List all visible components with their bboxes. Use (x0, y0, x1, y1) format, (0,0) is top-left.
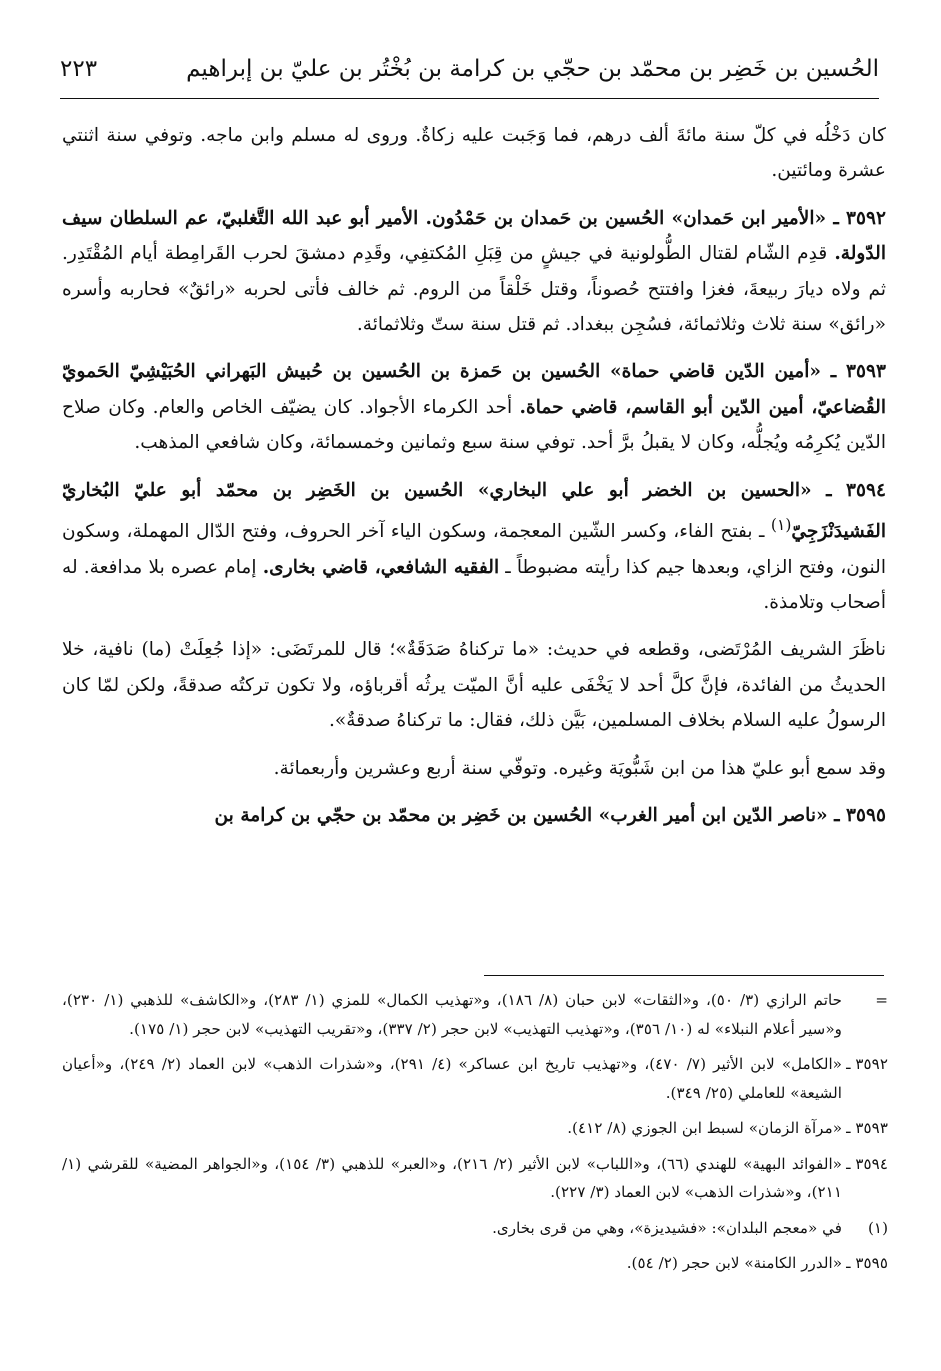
footnote-reference: (١) (770, 516, 792, 535)
footnote-text: «الدرر الكامنة» لابن حجر (٢/ ٥٤). (626, 1254, 842, 1272)
paragraph-continuation: كان دَخْلُه في كلّ سنة مائةَ ألف درهم، فما وَجَبت عليه زكاةٌ. وروى له مسلم وابن ماجه. وتوفي سنة اثنتي عشرة ومائتين. (62, 125, 886, 182)
footnote (62, 1249, 888, 1278)
entry-3594-heading: ٣٥٩٤ ـ «الحسين بن الخضر أبو علي البخاري» الحُسين بن الخَضِر بن محمّد أبو عليّ البُخاريّ الفَشيدَنْزَجِيّ (62, 479, 886, 543)
footnote-text: «الكامل» لابن الأثير (٧/ ٤٧٠)، و«تهذيب تاريخ ابن عساكر» (٤/ ٢٩١)، و«شذرات الذهب» لابن العماد (٢/ ٢٤٩)، و«أعيان الشيعة» للعاملي (٢٥/ ٣٤٩). (62, 1055, 842, 1102)
paragraph-debate: ناظَرَ الشريف المُرْتَضى، وقطعه في حديث: «ما تركناهُ صَدَقَةٌ»؛ قال للمرتَضَى: «إذا جُعِلَتْ (ما) نافية، خلا الحديثُ من الفائدة، فإنَّ كلَّ أحد لا يَخْفَى عليه أنَّ الميّت يرثُه أقرباؤه، ولا تكون تركتُه صدقةً، ولكن لمّا كان الرسولُ عليه السلام بخلاف المسلمين، بَيَّن ذلك، فقال: ما تركناهُ صدقةٌ». (62, 639, 886, 732)
entry-3592-text: قدِم الشّام لقتال الطُّولونية في جيشٍ من قِبَلِ المُكتفِي، وقَدِم دمشقَ لحرب القَرامِطة أيام المُقْتَدِر. ثم ولاه ديارَ ربيعةَ، فغزا وافتتح حُصوناً، وقتل خَلْقاً من الروم. ثم خالف فأتى لحربه «رائقٌ» فحاربه وأسره «رائق» سنة ثلاث وثلاثمائة، فسُجِن ببغداد. ثم قتل سنة ستّ وثلاثمائة. (62, 243, 886, 336)
paragraph-hearing: وقد سمع أبو عليّ هذا من ابن شَبُّويَة وغيره. وتوفّي سنة أربع وعشرين وأربعمائة. (273, 757, 886, 779)
entry-3594-text: ـ بفتح الفاء، وكسر الشّين المعجمة، وسكون الياء آخر الحروف، وفتح الدّال المهملة، وسكون النون، وفتح الزاي، وبعدها جيم كذا رأيته مضبوطاً ـ (62, 521, 886, 578)
footnote (62, 986, 888, 1043)
main-text (62, 118, 886, 846)
entry-3595-heading: ٣٥٩٥ ـ «ناصر الدّين ابن أمير الغرب» الحُسين بن خَضِر بن محمّد بن حجّي بن كرامة بن (214, 805, 886, 827)
page-number: ٢٢٣ (60, 56, 98, 82)
entry-3593-heading: ٣٥٩٣ ـ «أمين الدّين قاضي حماة» الحُسين بن حَمزة بن الحُسين بن حُبيش البَهراني الحُبَيْشِيّ الحَمويّ القُضاعيّ، أمين الدّين أبو القاسم، قاضي حماة. (62, 361, 886, 418)
footnote-marker: (١) (867, 1218, 888, 1237)
entry-3593 (62, 354, 886, 460)
entry-3592 (62, 201, 886, 343)
footnote-marker: ٣٥٩٤ ـ (846, 1154, 888, 1173)
footnote (62, 1050, 888, 1107)
footnote-text: حاتم الرازي (٣/ ٥٠)، و«الثقات» لابن حبان (٨/ ١٨٦)، و«تهذيب الكمال» للمزي (١/ ٢٨٣)، و«الكاشف» للذهبي (١/ ٢٣٠)، و«سير أعلام النبلاء» له (١٠/ ٣٥٦)، و«تهذيب التهذيب» لابن حجر (٢/ ٣٣٧)، و«تقريب التهذيب» لابن حجر (١/ ١٧٥). (62, 991, 843, 1038)
footnote-marker: = (875, 991, 888, 1009)
entry-3595 (62, 798, 886, 833)
running-header (60, 50, 879, 99)
footnote (62, 1150, 888, 1207)
footnote-marker: ٣٥٩٥ ـ (846, 1254, 888, 1272)
entry-3594-title: الفقيه الشافعي، قاضي بخارى. (262, 556, 500, 578)
header-title: الحُسين بن خَضِر بن محمّد بن حجّي بن كرامة بن بُخْتُر بن عليّ بن إبراهيم (186, 56, 879, 82)
footnote-text: «مرآة الزمان» لسبط ابن الجوزي (٨/ ٤١٢). (567, 1119, 842, 1137)
entry-3594 (62, 473, 886, 621)
footnote (62, 1114, 888, 1143)
entry-3594-text-end: إمام عصره بلا مدافعة. له أصحاب وتلامذة. (62, 556, 886, 614)
footnote-divider (484, 975, 884, 976)
footnote (62, 1214, 888, 1243)
footnote-marker: ٣٥٩٣ ـ (846, 1119, 888, 1137)
footnotes (62, 986, 888, 1285)
entry-3592-heading: ٣٥٩٢ ـ «الأمير ابن حَمدان» الحُسين بن حَمدان بن حَمْدُون. الأمير أبو عبد الله التَّغلبيّ، عم السلطان سيف الدّولة. (62, 207, 886, 265)
footnote-text: «الفوائد البهية» للهندي (٦٦)، و«اللباب» لابن الأثير (٢/ ٢١٦)، و«العبر» للذهبي (٣/ ١٥٤)، و«الجواهر المضية» للقرشي (١/ ٢١١)، و«شذرات الذهب» لابن العماد (٣/ ٢٢٧). (62, 1154, 842, 1201)
footnote-text: في «معجم البلدان»: «فشيديزة»، وهي من قرى بخارى. (492, 1218, 842, 1237)
footnote-marker: ٣٥٩٢ ـ (846, 1055, 888, 1073)
entry-3593-text: أحد الكرماء الأجواد. كان يضيّف الخاص والعام. وكان صلاح الدّين يُكرِمُه ويُجلُّه، وكان لا يقبلُ برَّ أحد. توفي سنة سبع وثمانين وخمسمائة، وكان شافعي المذهب. (62, 396, 886, 454)
